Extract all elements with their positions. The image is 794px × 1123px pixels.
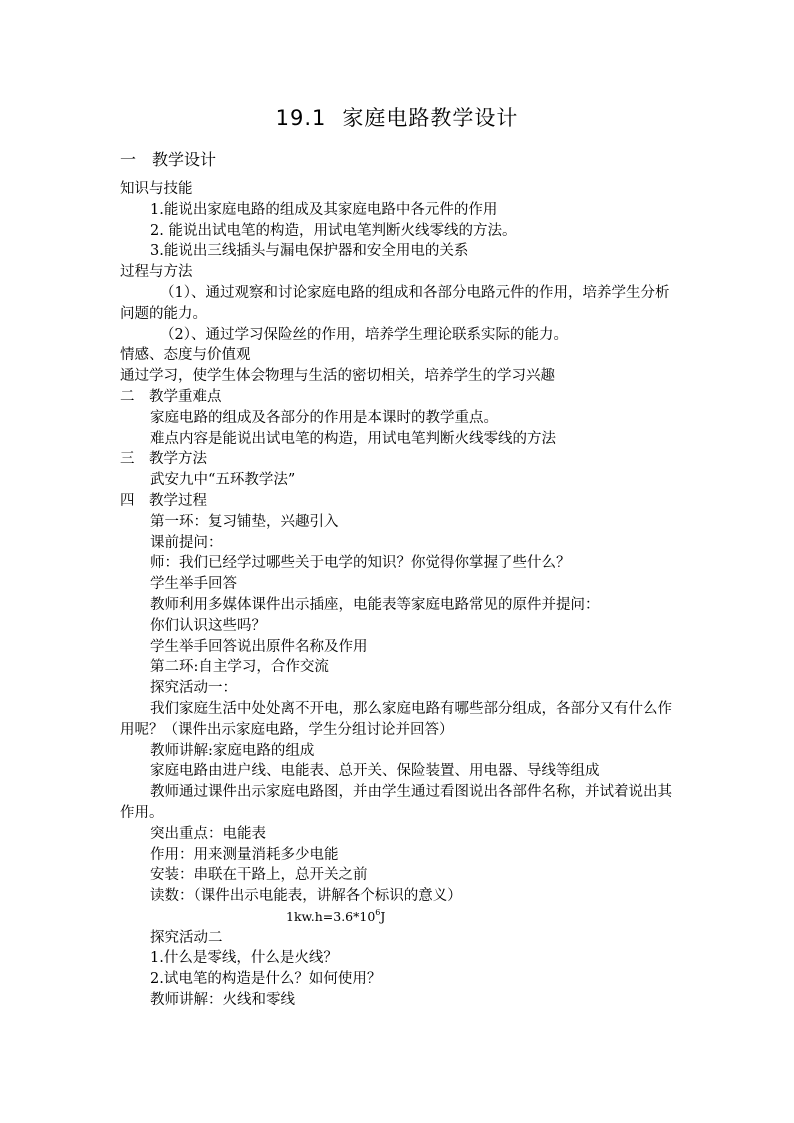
teacher-diagram: 教师通过课件出示家庭电路图，并由学生通过看图说出各部件名称，并试着说出其作用。 bbox=[120, 784, 672, 821]
emotion-text: 通过学习，使学生体会物理与生活的密切相关，培养学生的学习兴趣 bbox=[120, 368, 555, 385]
section-heading-design: 一 教学设计 bbox=[120, 150, 217, 169]
meter-install: 安装：串联在干路上，总开关之前 bbox=[150, 867, 368, 884]
knowledge-item-3: 3.能说出三线插头与漏电保护器和安全用电的关系 bbox=[150, 243, 469, 260]
students-answer-1: 学生举手回答 bbox=[150, 576, 237, 593]
explore-activity-1-text: 我们家庭生活中处处离不开电，那么家庭电路有哪些部分组成，各部分又有什么作用呢？（课件出示家庭电路，学生分组讨论并回答） bbox=[120, 700, 672, 738]
knowledge-item-2: 2. 能说出试电笔的构造，用试电笔判断火线零线的方法。 bbox=[150, 222, 517, 239]
formula-unit: J bbox=[380, 908, 386, 924]
difficulty-text: 难点内容是能说出试电笔的构造，用试电笔判断火线零线的方法 bbox=[150, 430, 556, 447]
circuit-components: 家庭电路由进户线、电能表、总开关、保险装置、用电器、导线等组成 bbox=[150, 763, 600, 780]
knowledge-heading: 知识与技能 bbox=[120, 181, 193, 197]
title-text: 家庭电路教学设计 bbox=[342, 106, 519, 130]
focus-text: 家庭电路的组成及各部分的作用是本课时的教学重点。 bbox=[150, 409, 498, 426]
knowledge-item-1: 1.能说出家庭电路的组成及其家庭电路中各元件的作用 bbox=[150, 201, 498, 218]
page-title bbox=[0, 103, 794, 133]
highlight-meter: 突出重点：电能表 bbox=[150, 825, 266, 842]
pre-question: 课前提问： bbox=[150, 534, 223, 551]
title-number: 19.1 bbox=[275, 106, 327, 130]
process-heading: 过程与方法 bbox=[120, 264, 193, 281]
question-2: 2.试电笔的构造是什么？如何使用？ bbox=[150, 971, 382, 988]
section-heading-focus: 二 教学重难点 bbox=[120, 388, 222, 405]
emotion-heading: 情感、态度与价值观 bbox=[120, 347, 251, 364]
energy-formula bbox=[120, 907, 680, 928]
meter-function: 作用：用来测量消耗多少电能 bbox=[150, 846, 339, 863]
formula-base: 1kw.h=3.6*10 bbox=[286, 908, 376, 924]
teacher-explain-1: 教师讲解:家庭电路的组成 bbox=[150, 742, 315, 759]
step-2: 第二环:自主学习，合作交流 bbox=[150, 659, 329, 676]
section-heading-method: 三 教学方法 bbox=[120, 451, 207, 468]
question-1: 1.什么是零线，什么是火线？ bbox=[150, 950, 338, 967]
step-1: 第一环：复习铺垫，兴趣引入 bbox=[150, 513, 339, 530]
teacher-explain-2: 教师讲解：火线和零线 bbox=[150, 992, 295, 1009]
meter-reading: 读数：（课件出示电能表，讲解各个标识的意义） bbox=[150, 888, 462, 905]
students-answer-2: 学生举手回答说出原件名称及作用 bbox=[150, 638, 368, 655]
method-text: 武安九中“五环教学法” bbox=[150, 472, 296, 489]
teacher-show: 教师利用多媒体课件出示插座，电能表等家庭电路常见的原件并提问： bbox=[150, 596, 600, 613]
process-item-2: （2）、通过学习保险丝的作用，培养学生理论联系实际的能力。 bbox=[160, 326, 568, 343]
process-item-1: （1）、通过观察和讨论家庭电路的组成和各部分电路元件的作用，培养学生分析问题的能力。 bbox=[120, 284, 670, 322]
formula-exponent: 6 bbox=[375, 907, 381, 917]
section-heading-process: 四 教学过程 bbox=[120, 492, 207, 509]
teacher-question: 师：我们已经学过哪些关于电学的知识？你觉得你掌握了些什么？ bbox=[150, 555, 571, 572]
document-body bbox=[120, 145, 680, 1011]
know-these: 你们认识这些吗？ bbox=[150, 617, 266, 634]
explore-activity-1: 探究活动一： bbox=[150, 680, 237, 697]
explore-activity-2: 探究活动二 bbox=[150, 929, 223, 946]
